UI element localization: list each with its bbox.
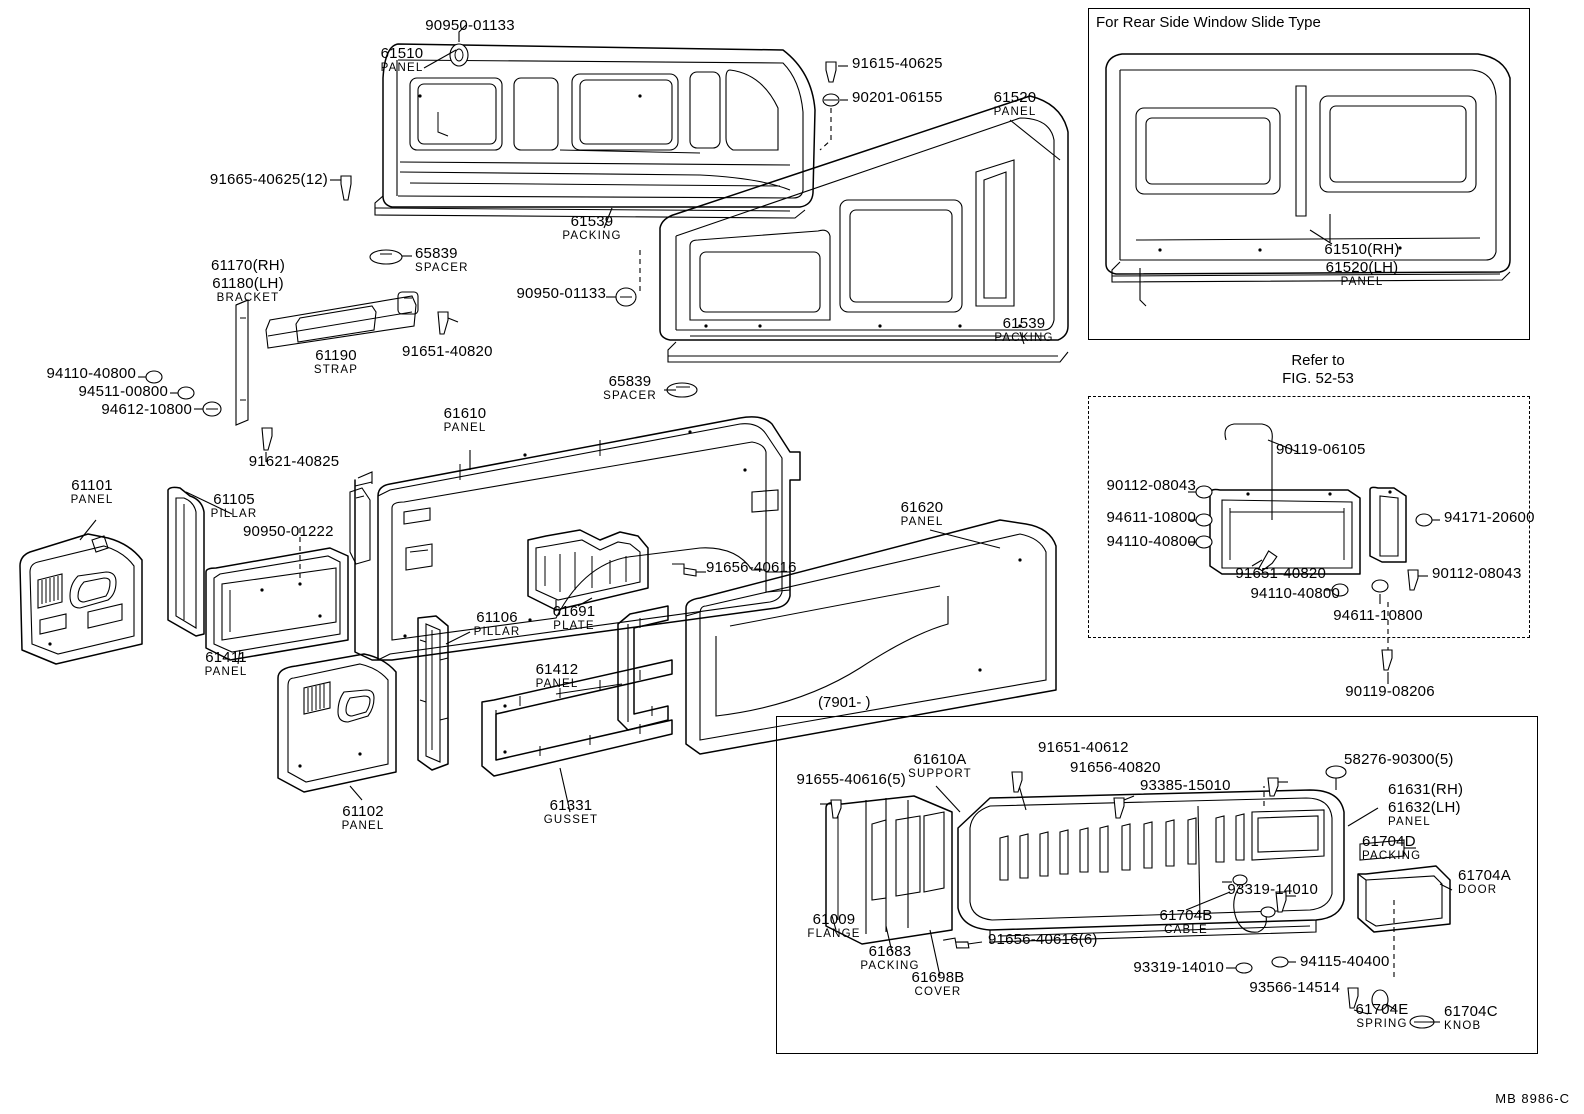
callout-90950-01133-top: 90950-01133 [425, 17, 515, 34]
callout-61412: 61412 PANEL [535, 661, 579, 690]
callout-94110-40800-b: 94110-40800 [1250, 585, 1340, 602]
callout-90201-06155: 90201-06155 [852, 89, 943, 106]
callout-61704e-spring: 61704E SPRING [1355, 1001, 1409, 1030]
part-61106-pillar [418, 616, 448, 770]
callout-58276-90300: 58276-90300(5) [1344, 751, 1454, 768]
callout-91621-40825: 91621-40825 [248, 453, 340, 470]
callout-91656-40616: 91656-40616 [706, 559, 797, 576]
callout-61331-gusset: 61331 GUSSET [543, 797, 599, 826]
callout-93319-14010-b: 93319-14010 [1133, 959, 1224, 976]
callout-90950-01222: 90950-01222 [243, 523, 334, 540]
fastener-91656-40616 [672, 564, 706, 576]
callout-94611-10800-b: 94611-10800 [1333, 607, 1423, 624]
part-61101-panel [20, 534, 142, 664]
callout-90112-08043-b: 90112-08043 [1432, 565, 1522, 582]
callout-91656-40616-6: 91656-40616(6) [988, 931, 1098, 948]
refer-to-line2: FIG. 52-53 [1282, 370, 1354, 387]
callout-61610: 61610 PANEL [443, 405, 487, 434]
callout-61620: 61620 PANEL [900, 499, 944, 528]
callout-61510-rh-inset: 61510(RH) [1324, 241, 1400, 258]
callout-91615-40625: 91615-40625 [852, 55, 943, 72]
callout-94115-40400: 94115-40400 [1300, 953, 1390, 970]
callout-94110-40800-left: 94110-40800 [46, 365, 136, 382]
callout-61190-strap: 61190 STRAP [313, 347, 359, 376]
callout-91656-40820: 91656-40820 [1070, 759, 1161, 776]
callout-61632-lh: 61632(LH) PANEL [1388, 799, 1461, 828]
callout-61704c-knob: 61704C KNOB [1444, 1003, 1498, 1032]
callout-61610a-support: 61610A SUPPORT [908, 751, 972, 780]
callout-94611-10800-a: 94611-10800 [1106, 509, 1196, 526]
callout-61106-pillar: 61106 PILLAR [473, 609, 521, 638]
callout-94110-40800-a: 94110-40800 [1106, 533, 1196, 550]
callout-93566-14514: 93566-14514 [1249, 979, 1340, 996]
callout-61411: 61411 PANEL [204, 649, 248, 678]
callout-90119-06105: 90119-06105 [1276, 441, 1366, 458]
callout-61170-rh: 61170(RH) [210, 257, 286, 274]
callout-61704a-door: 61704A DOOR [1458, 867, 1511, 896]
callout-94171-20600: 94171-20600 [1444, 509, 1535, 526]
diagram-credit: MB 8986-C [1495, 1091, 1570, 1106]
callout-61631-rh: 61631(RH) [1388, 781, 1464, 798]
callout-91665-40625: 91665-40625(12) [209, 171, 328, 188]
callout-91651-40612: 91651-40612 [1038, 739, 1129, 756]
fastener-spacer-2 [664, 383, 697, 397]
part-bracket-strap [138, 292, 458, 462]
callout-61102: 61102 PANEL [341, 803, 385, 832]
callout-91651-40820-left: 91651-40820 [402, 343, 493, 360]
callout-61009-flange: 61009 FLANGE [807, 911, 861, 940]
part-61691-plate [528, 530, 648, 610]
callout-61698b-cover: 61698B COVER [911, 969, 965, 998]
callout-61101: 61101 PANEL [70, 477, 114, 506]
part-61102-panel [278, 654, 396, 792]
callout-94511-00800: 94511-00800 [78, 383, 168, 400]
callout-65839-spacer-2: 65839 SPACER [603, 373, 657, 402]
callout-61520: 61520 PANEL [993, 89, 1037, 118]
callout-91655-40616: 91655-40616(5) [796, 771, 906, 788]
callout-93319-14010-a: 93319-14010 [1227, 881, 1318, 898]
part-61510-panel [375, 44, 815, 218]
part-61412-panel [618, 606, 668, 730]
callout-61539-lower: 61539 PACKING [994, 315, 1054, 344]
callout-61510: 61510 PANEL [380, 45, 424, 74]
refer-to-line1: Refer to [1291, 352, 1345, 369]
callout-61704b-cable: 61704B CABLE [1159, 907, 1213, 936]
callout-93385-15010: 93385-15010 [1140, 777, 1231, 794]
callout-61520-lh-inset: 61520(LH) PANEL [1325, 259, 1399, 288]
inset-title-window-slide: For Rear Side Window Slide Type [1096, 14, 1321, 31]
callout-94612-10800: 94612-10800 [101, 401, 192, 418]
part-61105-61411 [168, 487, 370, 660]
callout-61704d-packing: 61704D PACKING [1362, 833, 1422, 862]
year-note: (7901- ) [818, 694, 871, 711]
callout-90950-01133-mid: 90950-01133 [516, 285, 606, 302]
callout-90119-08206: 90119-08206 [1345, 683, 1435, 700]
callout-90112-08043-a: 90112-08043 [1106, 477, 1196, 494]
callout-91651-40820-inset: 91651-40820 [1235, 565, 1326, 582]
callout-61539-upper: 61539 PACKING [562, 213, 622, 242]
inset-frame-window-slide [1088, 8, 1530, 340]
callout-61691-plate: 61691 PLATE [552, 603, 596, 632]
callout-61683-packing: 61683 PACKING [860, 943, 920, 972]
callout-65839-spacer-1: 65839 SPACER [415, 245, 469, 274]
callout-61180-lh: 61180(LH) BRACKET [212, 275, 284, 304]
callout-61105-pillar: 61105 PILLAR [210, 491, 258, 520]
